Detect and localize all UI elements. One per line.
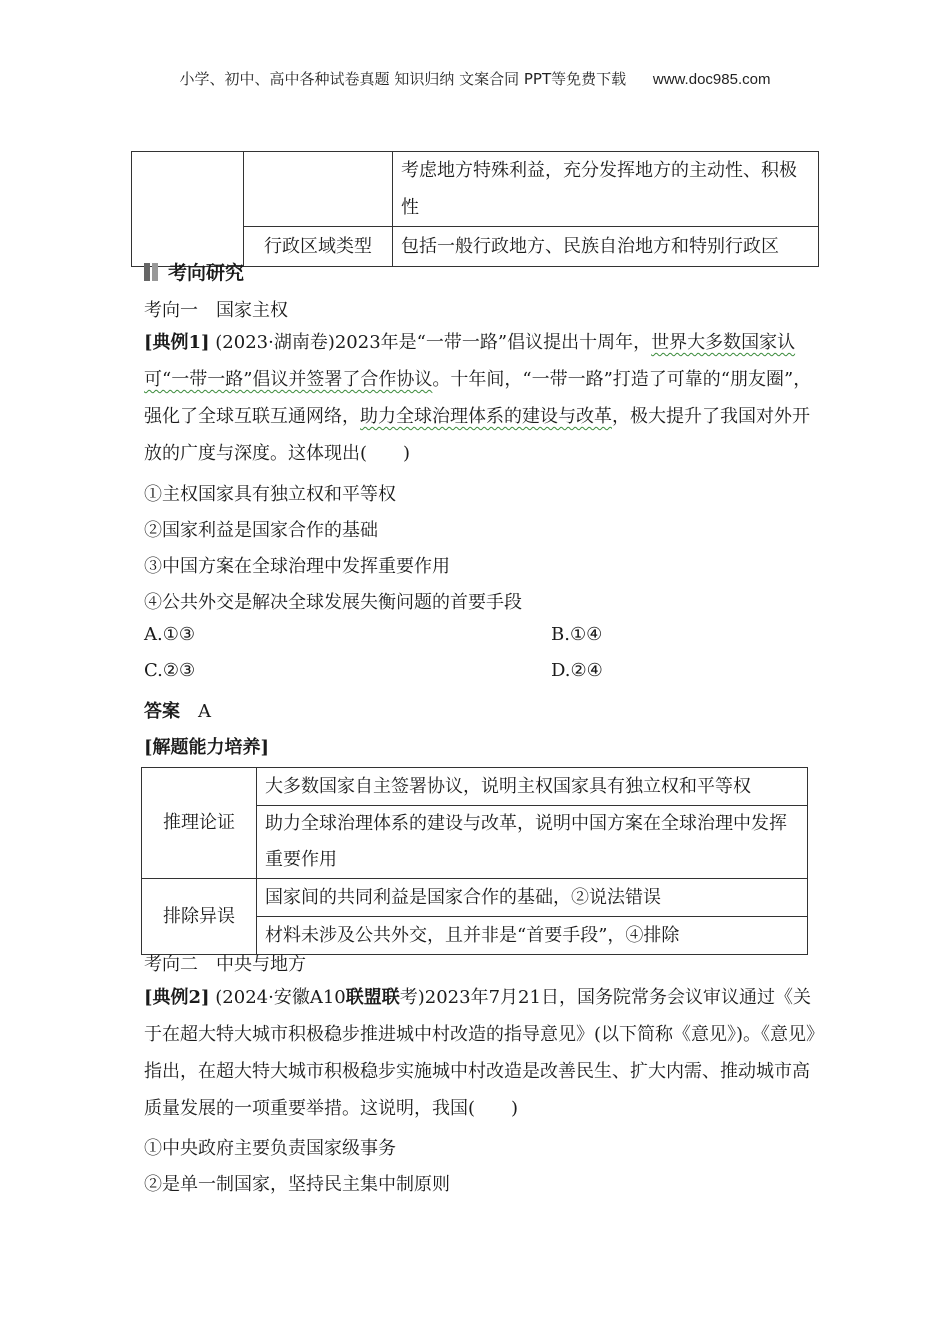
page-header <box>0 68 950 89</box>
section-title-text: 考向研究 <box>168 262 245 284</box>
wavy-underline-text: 世界大多数国家认可“一带一路”倡议并签署了合作协议 <box>144 332 796 390</box>
option-d[interactable]: D.②④ <box>551 660 603 681</box>
example-text: 。十年间，“一带一路”打造了可靠的“朋友圈”，强化了全球互联互通网络， <box>144 369 812 427</box>
example-source: (2024·安徽A10 <box>209 987 346 1008</box>
ability-row: 材料未涉及公共外交，且并非是“首要手段”，④排除 <box>257 916 808 954</box>
direction-heading-2: 考向二 中央与地方 <box>144 954 306 975</box>
example-text: ，极大提升了我国对外开放的广度与深度。这体现出( ) <box>144 406 810 464</box>
example-source: (2023·湖南卷)2023年是“一带一路”倡议提出十周年， <box>209 332 652 353</box>
top-table-cell: 考虑地方特殊利益，充分发挥地方的主动性、积极性 <box>393 152 819 227</box>
option-c[interactable]: C.②③ <box>144 660 196 681</box>
statement-item: ④公共外交是解决全球发展失衡问题的首要手段 <box>144 592 522 613</box>
ability-group-label: 推理论证 <box>142 768 257 879</box>
answer <box>144 697 211 723</box>
statement-item: ①中央政府主要负责国家级事务 <box>144 1138 396 1159</box>
statement-item: ②是单一制国家，坚持民主集中制原则 <box>144 1174 450 1195</box>
answer-label: 答案 <box>144 701 180 722</box>
example-2-paragraph <box>144 979 819 1127</box>
ability-row: 助力全球治理体系的建设与改革，说明中国方案在全球治理中发挥重要作用 <box>257 806 808 879</box>
ability-title: [解题能力培养] <box>144 737 270 758</box>
ability-row: 大多数国家自主签署协议，说明主权国家具有独立权和平等权 <box>257 768 808 806</box>
header-text: 小学、初中、高中各种试卷真题 知识归纳 文案合同 PPT等免费下载 <box>179 70 627 88</box>
top-table-empty-cell <box>244 152 393 227</box>
answer-value: A <box>198 701 211 722</box>
direction-heading-1: 考向一 国家主权 <box>144 300 288 321</box>
option-a[interactable]: A.①③ <box>144 624 195 645</box>
example-text: 2023年7月21日，国务院常务会议审议通过《关于在超大特大城市积极稳步推进城中村改造的指导意见》(以下简称《意见》)。《意见》指出，在超大特大城市积极稳步实施城中村改造是改善民生、扩大内需、推动城市高质量发展的一项重要举措。这说明，我国( ) <box>144 987 816 1119</box>
example-source: 考) <box>399 987 425 1008</box>
section-title <box>144 258 244 285</box>
example-source-bold: 联盟联 <box>345 987 400 1008</box>
top-table-label: 行政区域类型 <box>244 227 393 267</box>
example-1-paragraph <box>144 324 819 472</box>
statement-item: ①主权国家具有独立权和平等权 <box>144 484 396 505</box>
section-bar-icon <box>144 263 160 281</box>
top-table-empty-cell <box>132 152 244 267</box>
example-tag: [典例1] <box>144 332 210 353</box>
statement-item: ③中国方案在全球治理中发挥重要作用 <box>144 556 450 577</box>
ability-group-label: 排除异误 <box>142 878 257 954</box>
top-table <box>131 151 819 267</box>
statement-item: ②国家利益是国家合作的基础 <box>144 520 378 541</box>
wavy-underline-text: 助力全球治理体系的建设与改革 <box>360 406 612 427</box>
example-tag: [典例2] <box>144 987 210 1008</box>
top-table-cell: 包括一般行政地方、民族自治地方和特别行政区 <box>393 227 819 267</box>
header-url[interactable]: www.doc985.com <box>652 71 771 88</box>
ability-table <box>141 767 808 955</box>
option-b[interactable]: B.①④ <box>551 624 603 645</box>
ability-row: 国家间的共同利益是国家合作的基础，②说法错误 <box>257 878 808 916</box>
